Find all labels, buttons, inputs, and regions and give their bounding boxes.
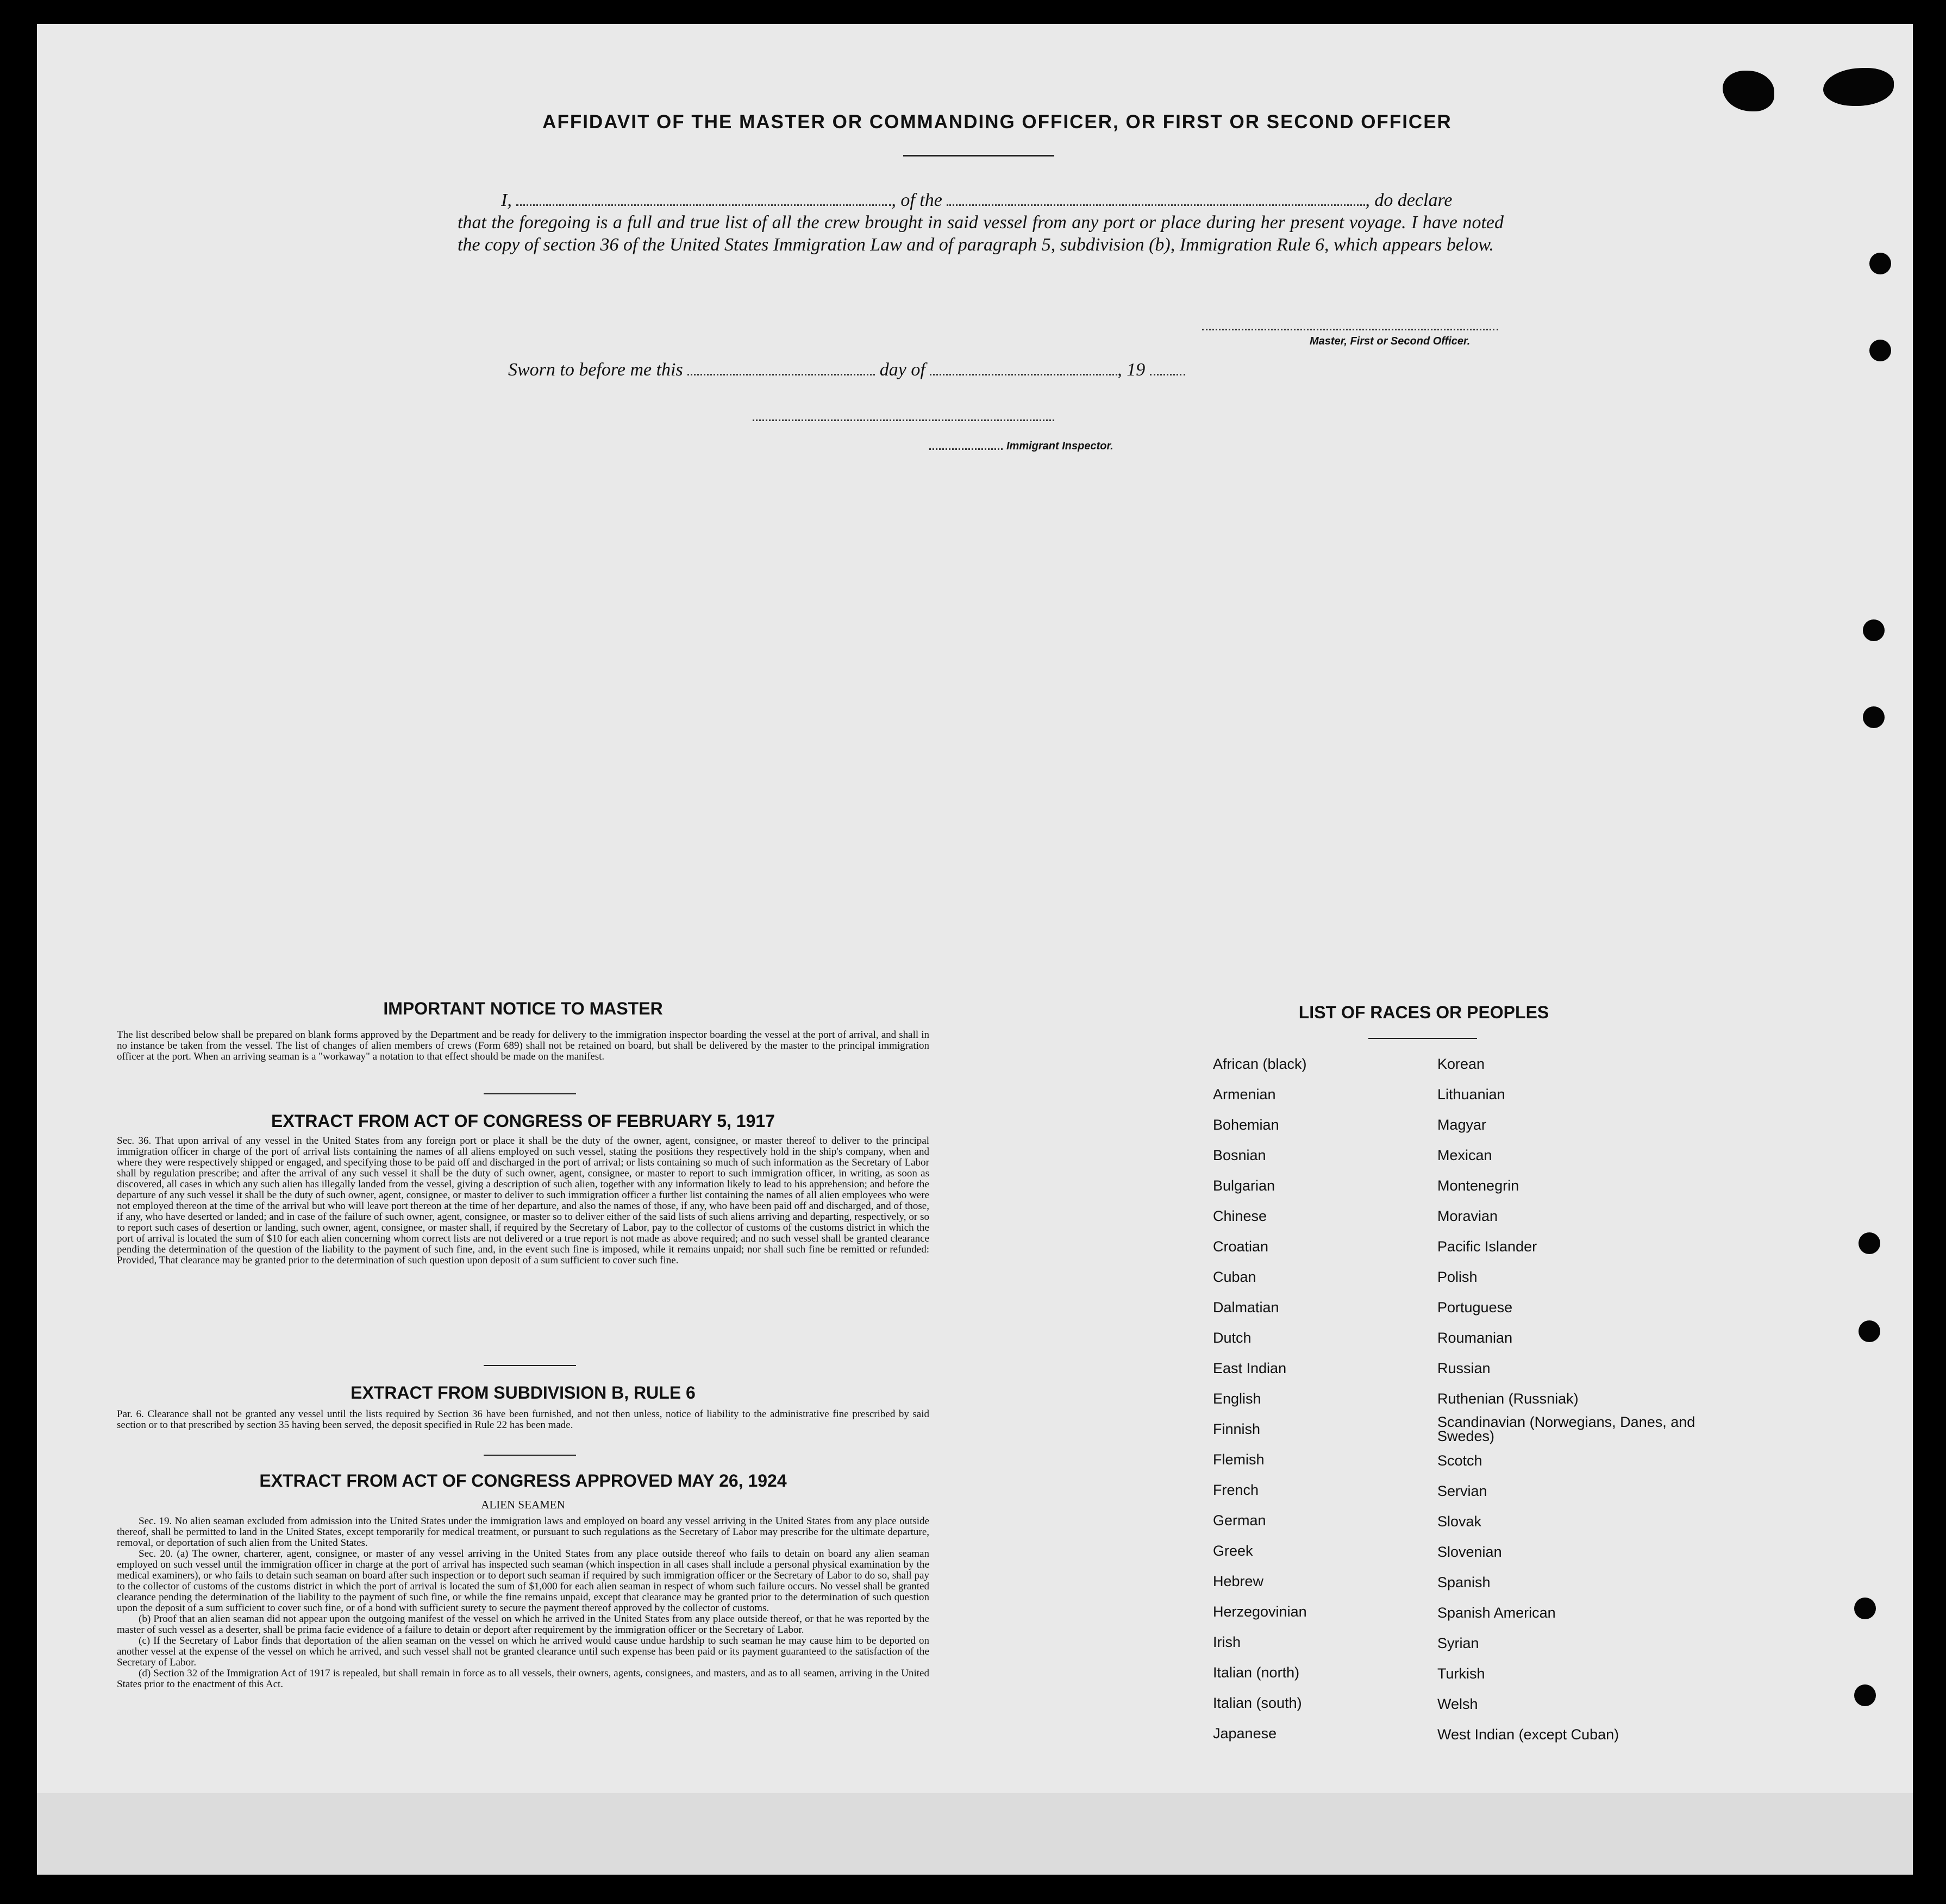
race-item: Slovak xyxy=(1437,1513,1482,1530)
sec-20-c: (c) If the Secretary of Labor finds that deportation of the alien seaman on the vessel on which he arrived would cause undue hardship to such seaman he may cause him to be deported on another vessel at the expense of the vessel on which he arrived, and such vessel shall not be granted clearance until such expense has been paid or its payment guaranteed to the satisfaction of the Secretary of Labor. xyxy=(117,1635,929,1668)
race-item: Herzegovinian xyxy=(1213,1604,1307,1620)
race-item: African (black) xyxy=(1213,1056,1307,1072)
race-item: Magyar xyxy=(1437,1117,1487,1133)
race-item: Flemish xyxy=(1213,1451,1265,1468)
race-item: Roumanian xyxy=(1437,1330,1513,1346)
race-item: Moravian xyxy=(1437,1208,1498,1224)
punch-hole xyxy=(1869,340,1891,361)
affidavit-declare: , do declare xyxy=(1365,190,1453,210)
sworn-label: Sworn to before me this xyxy=(508,360,683,380)
sec-20-a: Sec. 20. (a) The owner, charterer, agent, consignee, or master of any vessel arriving in the United States from any place outside thereof who fails to detain on board any alien seaman employed on such vessel until the immigration officer in charge at the port of arrival has inspected such seaman (which inspection in all cases shall include a personal physical examination by the medical examiners), or who fails to detain such seaman on board after such inspection or to deport such seaman if required by such immigration officer or the Secretary of Labor to do so, shall pay to the collector of customs of the customs district in which the port of arrival is located the sum of $1,000 for each alien seaman in respect of whom such failure occurs. No vessel shall be granted clearance pending the determination of the liability to the payment of such fine, or while the fine remains unpaid, except that clearance may be granted prior to the determination of such question upon the deposit of a sum sufficient to cover such fine, or of a bond with sufficient surety to secure the payment thereof approved by the collector of customs. xyxy=(117,1548,929,1614)
race-item: Servian xyxy=(1437,1483,1487,1499)
race-item: Korean xyxy=(1437,1056,1485,1072)
race-item: Pacific Islander xyxy=(1437,1238,1537,1255)
extract-1924-subtitle: ALIEN SEAMEN xyxy=(481,1498,565,1511)
races-column-1 xyxy=(1213,1049,1419,1749)
sworn-year-field[interactable] xyxy=(1150,359,1185,375)
race-item: Finnish xyxy=(1213,1421,1261,1437)
punch-hole xyxy=(1863,619,1885,641)
race-item: Irish xyxy=(1213,1634,1241,1650)
affidavit-title: AFFIDAVIT OF THE MASTER OR COMMANDING OFFICER, OR FIRST OR SECOND OFFICER xyxy=(542,111,1452,133)
section-rule xyxy=(484,1093,576,1094)
races-title: LIST OF RACES OR PEOPLES xyxy=(1298,1003,1549,1022)
race-item: Russian xyxy=(1437,1360,1491,1376)
race-item: Armenian xyxy=(1213,1086,1276,1103)
race-item: Japanese xyxy=(1213,1725,1277,1742)
race-item: Italian (north) xyxy=(1213,1664,1300,1681)
extract-1924-title: EXTRACT FROM ACT OF CONGRESS APPROVED MAY 26, 1924 xyxy=(259,1471,787,1490)
punch-hole xyxy=(1854,1598,1876,1619)
master-signature-line[interactable] xyxy=(1202,329,1498,330)
rule6-title: EXTRACT FROM SUBDIVISION B, RULE 6 xyxy=(351,1383,696,1402)
vessel-field[interactable] xyxy=(947,189,1365,206)
affidavit-text xyxy=(458,189,1504,256)
race-item: Chinese xyxy=(1213,1208,1267,1224)
race-item: Spanish xyxy=(1437,1574,1491,1590)
race-item: Portuguese xyxy=(1437,1299,1513,1316)
extract-1917-text: Sec. 36. That upon arrival of any vessel in the United States from any foreign port or place it shall be the duty of the owner, agent, consignee, or master thereof to deliver to the principal immigration officer in charge of the port of arrival lists containing the names of all aliens employed on such vessel, stating the positions they respectively hold in the ship's company, when and where they were respectively shipped or engaged, and specifying those to be paid off and discharged in the port of arrival; or lists containing so much of such information as the Secretary of Labor shall by regulation prescribe; and after the arrival of any such vessel it shall be the duty of such owner, agent, consignee, or master to report to such immigration officer, in writing, as soon as discovered, all cases in which any such alien has illegally landed from the vessel, giving a description of such alien, together with any information likely to lead to his apprehension; and before the departure of any such vessel it shall be the duty of such owner, agent, consignee, or master to deliver to such immigration officer a further list containing the names of all alien employees who were not employed thereon at the time of the arrival but who will leave port thereon at the time of her departure, and also the names of those, if any, who have been paid off and discharged, and of those, if any, who have deserted or landed; and in case of the failure of such owner, agent, consignee, or master so to deliver either of the said lists of such aliens arriving and departing, respectively, or so to report such cases of desertion or landing, such owner, agent, consignee, or master shall, if required by the Secretary of Labor, pay to the collector of customs of the customs district in which the port of arrival is located the sum of $10 for each alien concerning whom correct lists are not delivered or a true report is not made as above required; and no such vessel shall be granted clearance pending the determination of the question of the liability to the payment of such fine, and, in the event such fine is imposed, while it remains unpaid; nor shall such fine be remitted or refunded: Provided, That clearance may be granted prior to the determination of such question upon deposit of a sum sufficient to cover such fine. xyxy=(117,1135,929,1266)
race-item: Syrian xyxy=(1437,1635,1479,1651)
page-edge-strip xyxy=(37,1793,1913,1875)
inspector-signature-line[interactable] xyxy=(753,419,1054,421)
race-item: Spanish American xyxy=(1437,1605,1556,1621)
rule6-text: Par. 6. Clearance shall not be granted any vessel until the lists required by Section 36 have been furnished, and not then unless, notice of liability to the administrative fine prescribed by said section or to that prescribed by section 35 having been served, the deposit specified in Rule 22 has been made. xyxy=(117,1408,929,1431)
race-item: Turkish xyxy=(1437,1665,1485,1682)
race-item: Montenegrin xyxy=(1437,1178,1519,1194)
punch-hole xyxy=(1863,706,1885,728)
race-item: English xyxy=(1213,1391,1261,1407)
race-item: Croatian xyxy=(1213,1238,1269,1255)
race-item: Polish xyxy=(1437,1269,1478,1285)
sworn-month-field[interactable] xyxy=(930,359,1117,375)
section-rule xyxy=(484,1365,576,1366)
extract-1924-text xyxy=(117,1516,929,1690)
race-item: Bohemian xyxy=(1213,1117,1279,1133)
race-item: Hebrew xyxy=(1213,1573,1264,1589)
extract-1917-title: EXTRACT FROM ACT OF CONGRESS OF FEBRUARY 5, 1917 xyxy=(271,1111,775,1131)
race-item: Italian (south) xyxy=(1213,1695,1302,1711)
inspector-dots[interactable] xyxy=(929,448,1003,450)
race-item: Ruthenian (Russniak) xyxy=(1437,1391,1579,1407)
race-item: Greek xyxy=(1213,1543,1253,1559)
sec-19: Sec. 19. No alien seaman excluded from admission into the United States under the immigration laws and employed on board any vessel arriving in the United States from any place outside thereof, shall be permitted to land in the United States, except temporarily for medical treatment, or pursuant to such regulations as the Secretary of Labor may prescribe for the ultimate departure, removal, or deportation of such alien from the United States. xyxy=(117,1515,929,1549)
race-item: Dalmatian xyxy=(1213,1299,1279,1316)
race-item: Scandinavian (Norwegians, Danes, and Swedes) xyxy=(1437,1414,1695,1444)
race-item: Scotch xyxy=(1437,1452,1482,1469)
sworn-day-field[interactable] xyxy=(687,359,875,375)
inspector-signature-label: Immigrant Inspector. xyxy=(1006,440,1113,452)
race-item: East Indian xyxy=(1213,1360,1287,1376)
race-item: Bosnian xyxy=(1213,1147,1266,1163)
race-item: West Indian (except Cuban) xyxy=(1437,1726,1619,1743)
title-rule xyxy=(903,155,1054,156)
section-rule xyxy=(484,1455,576,1456)
name-field[interactable] xyxy=(516,189,891,206)
sworn-line xyxy=(508,359,1185,380)
notice-text: The list described below shall be prepared on blank forms approved by the Department and be ready for delivery to the immigration inspector boarding the vessel at the port of arrival, and shall in no instance be taken from the vessel. The list of changes of alien members of crews (Form 689) shall not be retained on board, but shall be delivered by the master to the principal immigration officer at the port. When an arriving seaman is a "workaway" a notation to that effect should be made on the manifest. xyxy=(117,1029,929,1062)
race-item: Welsh xyxy=(1437,1696,1478,1712)
sec-20-b: (b) Proof that an alien seaman did not appear upon the outgoing manifest of the vessel on which he arrived in the United States from any place outside thereof, or that he was reported by the master of such vessel as a deserter, shall be prima facie evidence of a failure to detain or deport after requirement by the immigration officer or the Secretary of Labor. xyxy=(117,1613,929,1636)
sec-20-d: (d) Section 32 of the Immigration Act of 1917 is repealed, but shall remain in force as to all vessels, their owners, agents, consignees, and masters, and as to all seamen, arriving in the United States prior to the enactment of this Act. xyxy=(117,1668,929,1690)
race-item: German xyxy=(1213,1512,1266,1529)
notice-title: IMPORTANT NOTICE TO MASTER xyxy=(383,999,663,1018)
punch-hole xyxy=(1859,1232,1880,1254)
race-item: Slovenian xyxy=(1437,1544,1502,1560)
race-item: Dutch xyxy=(1213,1330,1252,1346)
affidavit-of-the: , of the xyxy=(891,190,942,210)
race-item: Bulgarian xyxy=(1213,1178,1275,1194)
punch-hole xyxy=(1869,253,1891,274)
sworn-year-prefix: , 19 xyxy=(1117,360,1146,380)
punch-hole xyxy=(1854,1684,1876,1706)
race-item: Mexican xyxy=(1437,1147,1492,1163)
races-column-2 xyxy=(1437,1049,1709,1750)
affidavit-i: I, xyxy=(501,190,512,210)
race-item: Cuban xyxy=(1213,1269,1256,1285)
punch-hole xyxy=(1859,1320,1880,1342)
race-item: Lithuanian xyxy=(1437,1086,1505,1103)
master-signature-label: Master, First or Second Officer. xyxy=(1310,335,1471,347)
sworn-day-of: day of xyxy=(879,360,925,380)
affidavit-body: that the foregoing is a full and true list of all the crew brought in said vessel from any port or place during her present voyage. I have noted the copy of section 36 of the United States Immigration Law and of paragraph 5, subdivision (b), Immigration Rule 6, which appears below. xyxy=(458,212,1504,255)
races-title-rule xyxy=(1368,1038,1477,1039)
race-item: French xyxy=(1213,1482,1259,1498)
